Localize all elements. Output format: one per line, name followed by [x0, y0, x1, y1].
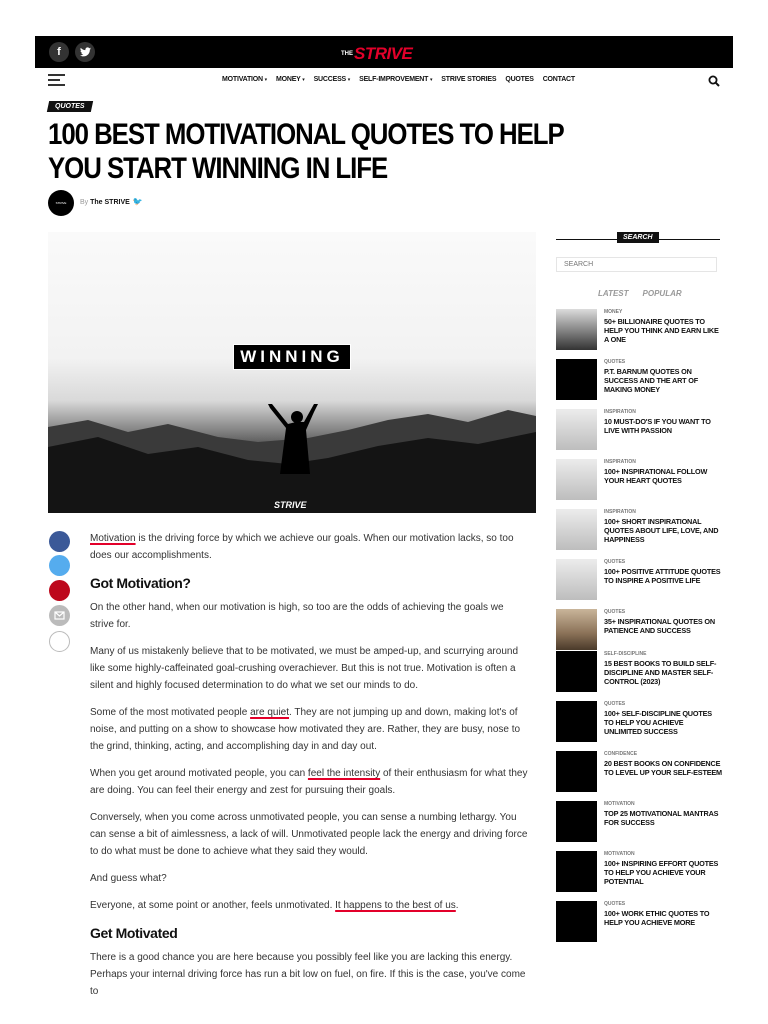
- nav-item-money[interactable]: MONEY ▾: [275, 76, 305, 83]
- post-thumbnail[interactable]: [556, 509, 597, 550]
- sidebar-post-item[interactable]: [556, 751, 720, 795]
- post-category: QUOTES: [604, 559, 626, 565]
- logo-strive: STRIVE: [354, 44, 413, 63]
- post-category: MOTIVATION: [604, 851, 635, 857]
- paragraph: Conversely, when you come across unmotivated people, you can sense a numbing lethargy. You can sense a bit of aimlessness, a lack of will. Unmotivated people lack the energy and driving force to do what must be done to achieve what they said they would.: [90, 812, 528, 857]
- nav-item-success[interactable]: SUCCESS ▾: [313, 76, 351, 83]
- post-thumbnail[interactable]: [556, 459, 597, 500]
- post-thumbnail[interactable]: [556, 309, 597, 350]
- post-title-link[interactable]: P.T. BARNUM QUOTES ON SUCCESS AND THE ART OF MAKING MONEY: [604, 367, 698, 394]
- are-quiet-link[interactable]: are quiet: [250, 707, 290, 718]
- sidebar-search-input[interactable]: [556, 257, 717, 272]
- logo-the: THE: [341, 51, 353, 57]
- twitter-icon[interactable]: 🐦: [132, 197, 143, 206]
- paragraph: And guess what?: [90, 873, 167, 884]
- post-title-link[interactable]: 15 BEST BOOKS TO BUILD SELF-DISCIPLINE AND MASTER SELF-CONTROL (2023): [604, 659, 717, 686]
- sidebar-post-item[interactable]: [556, 409, 720, 453]
- hamburger-menu-icon[interactable]: [48, 74, 65, 86]
- post-thumbnail[interactable]: [556, 359, 597, 400]
- post-category: QUOTES: [604, 701, 626, 707]
- author-avatar[interactable]: STRIVE: [48, 190, 74, 216]
- post-category: INSPIRATION: [604, 409, 636, 415]
- paragraph: Some of the most motivated people are quiet. They are not jumping up and down, making lot's of noise, and putting on a show to showcase how motivated they are. Rather, they are busy, nose to the grind, thinking, acting, and accomplishing day in and day out.: [90, 707, 521, 752]
- mountain-silhouette: [48, 232, 536, 513]
- article-body: [90, 530, 530, 1010]
- post-category: MOTIVATION: [604, 801, 635, 807]
- sidebar-post-item[interactable]: [556, 559, 720, 603]
- post-category: QUOTES: [604, 901, 626, 907]
- sidebar-post-item[interactable]: [556, 359, 720, 403]
- sidebar-post-item[interactable]: [556, 651, 720, 695]
- top-bar: [35, 36, 733, 68]
- post-title-link[interactable]: 100+ WORK ETHIC QUOTES TO HELP YOU ACHIEVE MORE: [604, 909, 710, 927]
- author-name[interactable]: The STRIVE: [90, 199, 130, 206]
- hero-watermark: STRIVE: [274, 500, 307, 510]
- share-pinterest-button[interactable]: [49, 580, 70, 601]
- sidebar-post-item[interactable]: [556, 609, 720, 653]
- post-thumbnail[interactable]: [556, 651, 597, 692]
- site-logo[interactable]: [341, 42, 412, 62]
- feel-the-intensity-link[interactable]: feel the intensity: [307, 768, 381, 779]
- facebook-icon[interactable]: f: [49, 42, 69, 62]
- post-category: QUOTES: [604, 609, 626, 615]
- post-title-link[interactable]: 100+ SHORT INSPIRATIONAL QUOTES ABOUT LIFE, LOVE, AND HAPPINESS: [604, 517, 719, 544]
- post-category: INSPIRATION: [604, 509, 636, 515]
- post-category: MONEY: [604, 309, 623, 315]
- tab-popular[interactable]: POPULAR: [642, 289, 682, 298]
- post-title-link[interactable]: 100+ INSPIRING EFFORT QUOTES TO HELP YOU ACHIEVE YOUR POTENTIAL: [604, 859, 719, 886]
- post-title-link[interactable]: TOP 25 MOTIVATIONAL MANTRAS FOR SUCCESS: [604, 809, 719, 827]
- sidebar-post-item[interactable]: [556, 309, 720, 353]
- paragraph: There is a good chance you are here because you possibly feel like you are lacking this energy. Perhaps your internal driving force has run a bit low on fuel, on fire. If this is the case, you've come to: [90, 952, 526, 997]
- best-of-us-link[interactable]: It happens to the best of us: [335, 900, 456, 911]
- twitter-bird-icon: [80, 47, 91, 57]
- paragraph: Motivation is the driving force by which we achieve our goals. When our motivation lacks, so too does our accomplishments.: [90, 533, 514, 561]
- post-thumbnail[interactable]: [556, 901, 597, 942]
- post-title-link[interactable]: 35+ INSPIRATIONAL QUOTES ON PATIENCE AND SUCCESS: [604, 617, 715, 635]
- post-title-link[interactable]: 100+ POSITIVE ATTITUDE QUOTES TO INSPIRE A POSITIVE LIFE: [604, 567, 721, 585]
- share-more-button[interactable]: [49, 631, 70, 652]
- hero-image: [48, 232, 536, 513]
- post-title-link[interactable]: 50+ BILLIONAIRE QUOTES TO HELP YOU THINK AND EARN LIKE A ONE: [604, 317, 719, 344]
- paragraph: Everyone, at some point or another, feels unmotivated. It happens to the best of us.: [90, 900, 459, 911]
- post-thumbnail[interactable]: [556, 559, 597, 600]
- post-category: SELF-DISCIPLINE: [604, 651, 647, 657]
- sidebar-heading-label: SEARCH: [617, 232, 659, 243]
- twitter-icon[interactable]: [75, 42, 95, 62]
- share-email-button[interactable]: [49, 605, 70, 626]
- share-twitter-button[interactable]: [49, 555, 70, 576]
- nav-item-motivation[interactable]: MOTIVATION ▾: [222, 76, 267, 83]
- section-heading: Got Motivation?: [90, 575, 191, 591]
- post-title-link[interactable]: 20 BEST BOOKS ON CONFIDENCE TO LEVEL UP YOUR SELF-ESTEEM: [604, 759, 722, 777]
- paragraph: When you get around motivated people, you can feel the intensity of their enthusiasm for what they are doing. You can feel their energy and zest for pursuing their goals.: [90, 768, 528, 796]
- post-title: 100 BEST MOTIVATIONAL QUOTES TO HELP YOU START WINNING IN LIFE: [48, 118, 564, 185]
- post-category-tag[interactable]: QUOTES: [47, 101, 93, 112]
- section-heading: Get Motivated: [90, 925, 178, 941]
- post-thumbnail[interactable]: [556, 701, 597, 742]
- post-thumbnail[interactable]: [556, 409, 597, 450]
- post-title-link[interactable]: 100+ INSPIRATIONAL FOLLOW YOUR HEART QUOTES: [604, 467, 708, 485]
- sidebar-post-item[interactable]: [556, 851, 720, 895]
- nav-item-contact[interactable]: CONTACT: [542, 76, 575, 83]
- email-icon: [49, 605, 70, 626]
- post-title-link[interactable]: 10 MUST-DO'S IF YOU WANT TO LIVE WITH PASSION: [604, 417, 711, 435]
- post-thumbnail[interactable]: [556, 609, 597, 650]
- search-icon[interactable]: [708, 75, 720, 87]
- post-category: QUOTES: [604, 359, 626, 365]
- post-category: INSPIRATION: [604, 459, 636, 465]
- post-thumbnail[interactable]: [556, 851, 597, 892]
- post-title-link[interactable]: 100+ SELF-DISCIPLINE QUOTES TO HELP YOU ACHIEVE UNLIMITED SUCCESS: [604, 709, 712, 736]
- paragraph: On the other hand, when our motivation is high, so too are the odds of achieving the goals we strive for.: [90, 602, 504, 630]
- paragraph: Many of us mistakenly believe that to be motivated, we must be amped-up, and scurrying around like some highly-caffeinated goal-crushing overachiever. But this is not true. Motivation is often a silent and highly focused determination to do what we set our minds to do.: [90, 646, 519, 691]
- nav-item-quotes[interactable]: QUOTES: [505, 76, 534, 83]
- nav-item-self-improvement[interactable]: SELF-IMPROVEMENT ▾: [359, 76, 433, 83]
- sidebar-tabs: [598, 289, 682, 298]
- sidebar-post-item[interactable]: [556, 701, 720, 745]
- post-category: CONFIDENCE: [604, 751, 638, 757]
- main-nav: [222, 76, 575, 83]
- sidebar-search-heading: [556, 231, 720, 245]
- hero-headline: WINNING: [233, 344, 351, 370]
- nav-item-strive-stories[interactable]: STRIVE STORIES: [441, 76, 497, 83]
- sidebar-post-item[interactable]: [556, 459, 720, 503]
- post-thumbnail[interactable]: [556, 801, 597, 842]
- author-byline: By The STRIVE 🐦: [80, 197, 143, 206]
- sidebar-post-item[interactable]: [556, 509, 720, 553]
- post-thumbnail[interactable]: [556, 751, 597, 792]
- sidebar-post-item[interactable]: [556, 901, 720, 945]
- motivation-link[interactable]: Motivation: [90, 533, 136, 544]
- sidebar-post-item[interactable]: [556, 801, 720, 845]
- share-facebook-button[interactable]: [49, 531, 70, 552]
- tab-latest[interactable]: LATEST: [598, 289, 629, 298]
